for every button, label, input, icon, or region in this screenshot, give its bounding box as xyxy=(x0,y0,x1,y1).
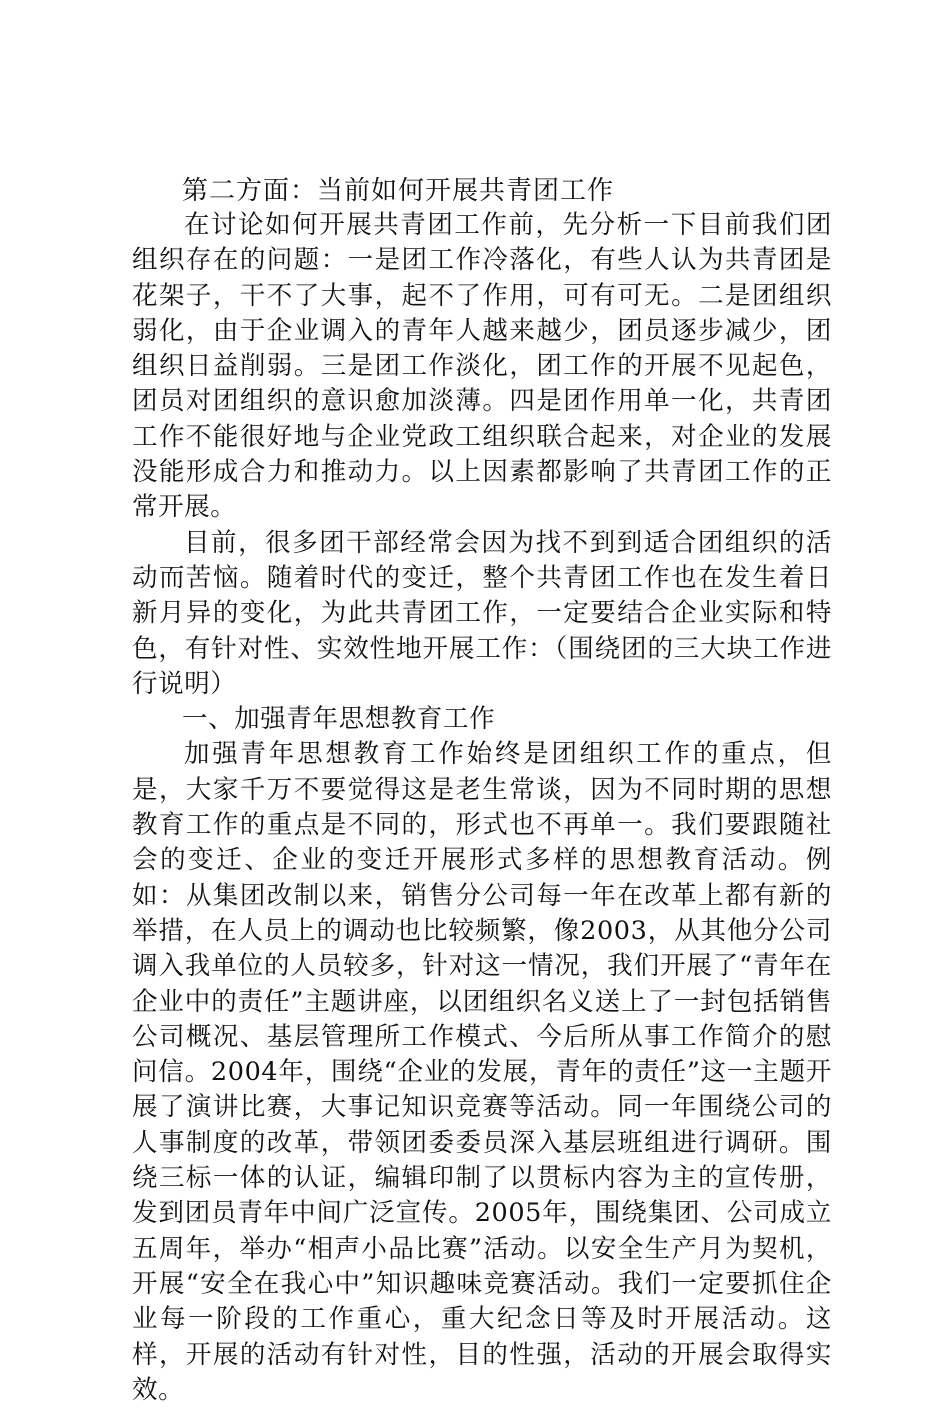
document-body xyxy=(132,174,832,1408)
paragraph-problems: 在讨论如何开展共青团工作前，先分析一下目前我们团组织存在的问题：一是团工作冷落化，有些人认为共青团是花架子，干不了大事，起不了作用，可有可无。二是团组织弱化，由于企业调入的青年人越来越少，团员逐步减少，团组织日益削弱。三是团工作淡化，团工作的开展不见起色，团员对团组织的意识愈加淡薄。四是团作用单一化，共青团工作不能很好地与企业党政工组织联合起来，对企业的发展没能形成合力和推动力。以上因素都影响了共青团工作的正常开展。 xyxy=(132,210,832,523)
paragraph-ideological-education: 加强青年思想教育工作始终是团组织工作的重点，但是，大家千万不要觉得这是老生常谈，因为不同时期的思想教育工作的重点是不同的，形式也不再单一。我们要跟随社会的变迁、企业的变迁开展形式多样的思想教育活动。例如：从集团改制以来，销售分公司每一年在改革上都有新的举措，在人员上的调动也比较频繁，像2003，从其他分公司调入我单位的人员较多，针对这一情况，我们开展了“青年在企业中的责任”主题讲座，以团组织名义送上了一封包括销售公司概况、基层管理所工作模式、今后所从事工作简介的慰问信。2004年，围绕“企业的发展，青年的责任”这一主题开展了演讲比赛，大事记知识竞赛等活动。同一年围绕公司的人事制度的改革，带领团委委员深入基层班组进行调研。围绕三标一体的认证，编辑印制了以贯标内容为主的宣传册，发到团员青年中间广泛宣传。2005年，围绕集团、公司成立五周年，举办“相声小品比赛”活动。以安全生产月为契机，开展“安全在我心中”知识趣味竞赛活动。我们一定要抓住企业每一阶段的工作重心，重大纪念日等及时开展活动。这样，开展的活动有针对性，目的性强，活动的开展会取得实效。 xyxy=(132,739,832,1405)
subsection-title: 一、加强青年思想教育工作 xyxy=(182,704,496,735)
section-heading: 第二方面：当前如何开展共青团工作 xyxy=(182,176,615,206)
paragraph-current-situation: 目前，很多团干部经常会因为找不到到适合团组织的活动而苦恼。随着时代的变迁，整个共青团工作也在发生着日新月异的变化，为此共青团工作，一定要结合企业实际和特色，有针对性、实效性地开展工作：（围绕团的三大块工作进行说明） xyxy=(132,527,832,699)
